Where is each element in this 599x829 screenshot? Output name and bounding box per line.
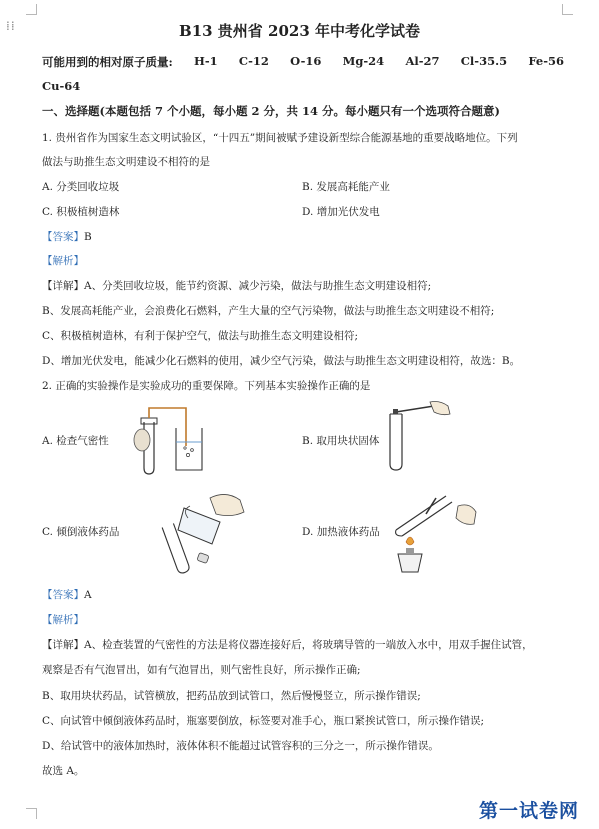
drag-handle-icon[interactable]: ⁞⁞ [6, 19, 16, 33]
q1-option-b: B. 发展高耗能产业 [302, 181, 390, 193]
q2-detail-b: B、取用块状药品，试管横放，把药品放到试管口，然后慢慢竖立，所示操作错误; [42, 690, 421, 702]
answer-tag: 【答案】 [42, 231, 84, 243]
atomic-mass: Fe-56 [528, 54, 564, 68]
atomic-masses-label: 可能用到的相对原子质量: [42, 55, 173, 69]
q2-detail-c: C、向试管中倾倒液体药品时，瓶塞要倒放，标签要对准手心，瓶口紧挨试管口，所示操作错误; [42, 715, 485, 727]
q1-stem-line2: 做法与助推生态文明建设不相符的是 [42, 156, 210, 168]
atomic-mass: Cl-35.5 [460, 54, 508, 68]
detail-tag: 【详解】 [42, 280, 84, 292]
q1-answer [42, 229, 92, 244]
atomic-masses-row [42, 54, 564, 70]
detail-text: A、检查装置的气密性的方法是将仪器连接好后，将玻璃导管的一端放入水中，用双手握住试管， [84, 639, 533, 651]
q1-stem-line1: 1. 贵州省作为国家生态文明试验区，“十四五”期间被赋予建设新型综合能源基地的重要战略地位。下列 [42, 132, 518, 144]
section-heading: 一、选择题(本题包括 7 个小题，每小题 2 分，共 14 分。每小题只有一个选项符合题意) [42, 104, 500, 118]
q2-detail-a2: 观察是否有气泡冒出，如有气泡冒出，则气密性良好，所示操作正确; [42, 664, 361, 676]
airtightness-check-figure [130, 400, 220, 480]
q2-option-a: A. 检查气密性 [42, 435, 109, 447]
q2-option-c: C. 倾倒液体药品 [42, 526, 120, 538]
answer-tag: 【答案】 [42, 589, 84, 601]
heat-liquid-figure [388, 484, 488, 576]
q1-detail-c: C、积极植树造林，有利于保护空气，做法与助推生态文明建设相符; [42, 330, 359, 342]
q2-stem: 2. 正确的实验操作是实验成功的重要保障。下列基本实验操作正确的是 [42, 380, 371, 392]
q1-option-d: D. 增加光伏发电 [302, 206, 380, 218]
answer-value: A [84, 589, 92, 601]
atomic-mass: Al-27 [405, 54, 440, 68]
q1-option-a: A. 分类回收垃圾 [42, 181, 120, 193]
q2-conclusion: 故选 A。 [42, 765, 85, 777]
pour-liquid-figure [150, 488, 250, 578]
q2-option-d: D. 加热液体药品 [302, 526, 380, 538]
atomic-mass: O-16 [290, 54, 322, 68]
solid-sampling-figure [378, 400, 458, 474]
q2-detail-a1 [42, 637, 533, 652]
atomic-mass: Mg-24 [342, 54, 385, 68]
q1-detail-b: B、发展高耗能产业，会浪费化石燃料，产生大量的空气污染物，做法与助推生态文明建设不相符; [42, 305, 495, 317]
crop-mark-top-right [562, 4, 573, 15]
atomic-mass: H-1 [194, 54, 218, 68]
answer-value: B [84, 231, 92, 243]
atomic-mass: C-12 [238, 54, 269, 68]
detail-tag: 【详解】 [42, 639, 84, 651]
atomic-mass-overflow: Cu-64 [42, 79, 81, 93]
q2-option-b: B. 取用块状固体 [302, 435, 380, 447]
site-logo[interactable]: 第一试卷网 [478, 800, 579, 822]
detail-text: A、分类回收垃圾，能节约资源、减少污染，做法与助推生态文明建设相符; [84, 280, 432, 292]
q1-option-c: C. 积极植树造林 [42, 206, 120, 218]
q1-detail-d: D、增加光伏发电，能减少化石燃料的使用，减少空气污染，做法与助推生态文明建设相符，故选：B。 [42, 355, 521, 367]
q2-detail-d: D、给试管中的液体加热时，液体体积不能超过试管容积的三分之一，所示操作错误。 [42, 740, 439, 752]
q2-analysis-tag: 【解析】 [42, 614, 84, 626]
crop-mark-top-left [26, 4, 37, 15]
crop-mark-bottom-left [26, 808, 37, 819]
q1-detail-a [42, 278, 431, 293]
page-title: B13 贵州省 2023 年中考化学试卷 [179, 22, 420, 40]
q2-answer [42, 587, 92, 602]
q1-analysis-tag: 【解析】 [42, 255, 84, 267]
